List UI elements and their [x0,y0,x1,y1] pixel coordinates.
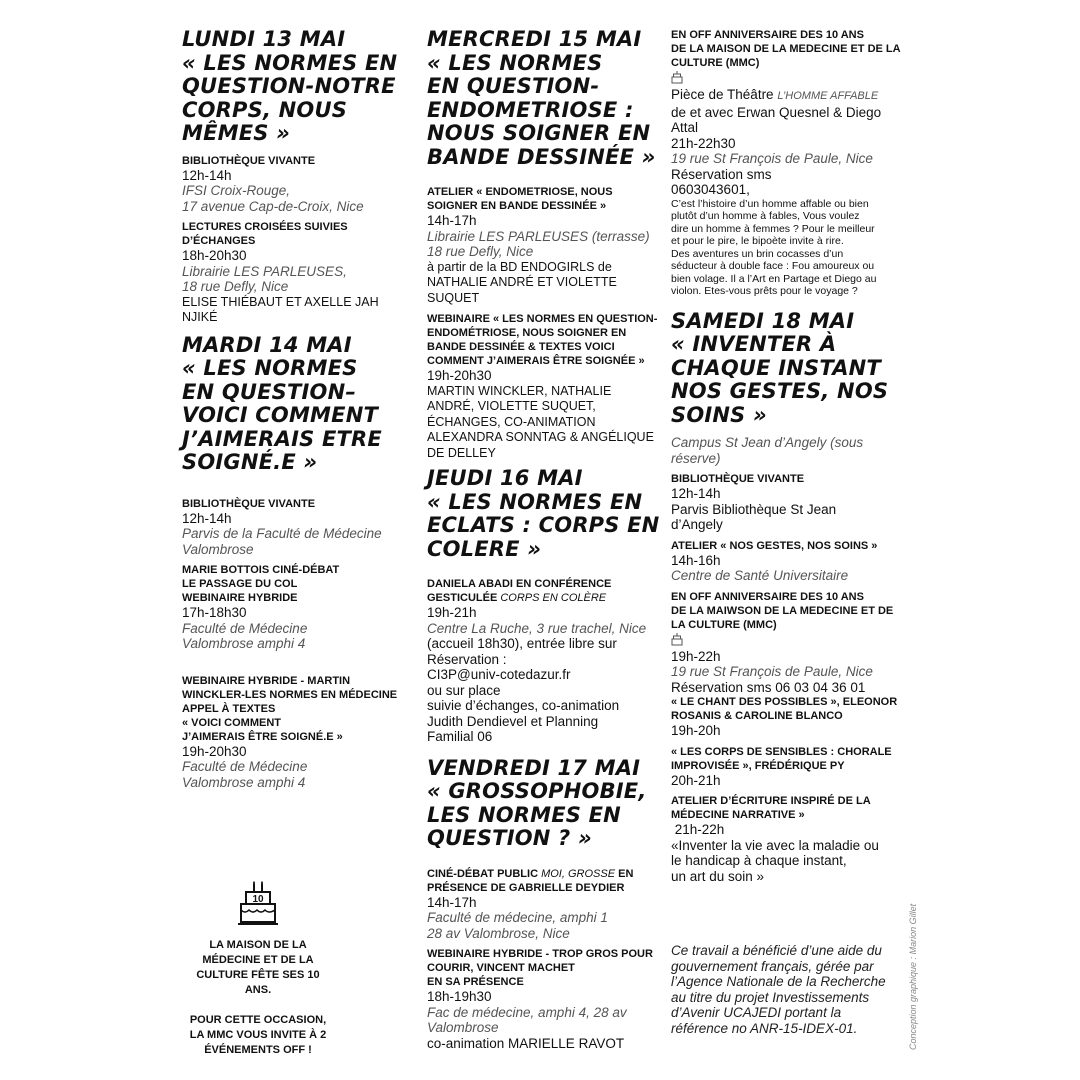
cake-icon [671,632,903,649]
event-item [671,745,903,789]
play-title: L’HOMME AFFABLE [777,90,879,102]
credit-line: référence no ANR-15-IDEX-01. [671,1020,858,1036]
wednesday-heading [427,28,659,169]
event-info: Judith Dendievel et Planning [427,713,599,729]
theme-line: « LES NORMES [427,50,603,75]
event-guests: NATHALIE ANDRÉ ET VIOLETTE [427,275,617,289]
description-line: violon. Etes-vous prêts pour le voyage ? [671,285,858,297]
event-info: ou sur place [427,682,501,698]
event-title [427,577,659,605]
event-place: Parvis Bibliothèque St Jean [671,501,837,517]
event-time: 19h-20h30 [427,368,492,383]
event-place: Campus St Jean d’Angely (sous [671,435,864,450]
event-place: Valombrose amphi 4 [182,636,306,651]
event-title: ATELIER « NOS GESTES, NOS SOINS » [671,539,878,552]
event-title: DE LA MAIWSON DE LA MEDECINE ET DE [671,604,894,617]
event-title: EN SA PRÉSENCE [427,976,524,988]
event-time: 17h-18h30 [182,605,247,620]
tuesday-heading [182,334,414,475]
event-title: MARIE BOTTOIS CINÉ-DÉBAT [182,564,340,576]
description-line: C’est l’histoire d’un homme affable ou bien [671,197,869,210]
sub-event-title: « LE CHANT DES POSSIBLES », ELEONOR [671,696,898,708]
quote-line: le handicap à chaque instant, [671,853,847,868]
event-info: suivie d’échanges, co-animation [427,698,620,713]
design-credit: Conception graphique : Marion Gillet [908,903,918,1050]
event-place: 17 avenue Cap-de-Croix, Nice [182,198,364,214]
event-time: 14h-17h [427,894,477,910]
friday-heading [427,757,659,851]
credit-line: Ce travail a bénéficié d’une aide du [671,943,882,958]
event-item [427,867,659,942]
reservation: Réservation sms 06 03 04 36 01 [671,679,866,695]
off-event-evening [671,590,903,739]
event-place: 18 rue Defly, Nice [182,279,289,294]
column-2 [427,28,659,1057]
theme-line: « LES NORMES EN [427,489,643,514]
theme-line: LES NORMES EN [427,802,621,827]
description-line: séducteur à double face : Fou amoureux ou [671,260,875,272]
day-title: JEUDI 16 MAI [427,466,583,490]
sub-event-title: IMPROVISÉE », FRÉDÉRIQUE PY [671,759,845,772]
credit-line: d’Avenir UCAJEDI portant la [671,1005,842,1020]
event-guests: ALEXANDRA SONNTAG & ANGÉLIQUE [427,430,654,444]
description-line: dire un homme à femmes ? Pour le meilleur [671,222,875,235]
event-place: Faculté de Médecine [182,620,308,636]
description-line: plutôt d’un homme à fables, Vous voulez [671,210,860,222]
off-event-theatre [671,28,903,298]
event-type: Pièce de Théâtre [671,87,774,102]
theme-line: MÊMES » [182,121,290,145]
sub-event-title: ROSANIS & CAROLINE BLANCO [671,710,843,722]
theme-line: « LES NORMES EN [182,50,398,75]
event-title: COURIR, VINCENT MACHET [427,962,575,974]
event-item [182,220,414,326]
notice-line: LA MMC VOUS INVITE À 2 [189,1029,327,1041]
theme-line: « GROSSOPHOBIE, [427,779,647,803]
reservation-email[interactable]: CI3P@univ-cotedazur.fr [427,667,571,682]
event-info: (accueil 18h30), entrée libre sur [427,636,617,651]
event-place: 19 rue St François de Paule, Nice [671,151,873,166]
event-place: d’Angely [671,517,723,532]
event-title: EN OFF ANNIVERSAIRE DES 10 ANS [671,590,864,603]
event-place: Fac de médecine, amphi 4, 28 av [427,1004,627,1020]
theme-line: CORPS, NOUS [182,97,348,122]
event-title: WEBINAIRE HYBRIDE - TROP GROS POUR [427,948,653,960]
event-title: CULTURE (MMC) [671,57,760,69]
event-place: 28 av Valombrose, Nice [427,925,570,941]
notice-line: LA MAISON DE LA [209,939,307,951]
theme-line: VOICI COMMENT [182,403,378,427]
event-title: « VOICI COMMENT [182,716,282,729]
show-title: CORPS EN COLÈRE [500,592,607,604]
theme-line: SOINS » [671,402,767,427]
theme-line: SOIGNÉ.E » [182,450,318,474]
event-title-text: CINÉ-DÉBAT PUBLIC [427,867,539,880]
theme-line: « INVENTER À [671,332,837,356]
event-time: 19h-20h [671,723,721,738]
event-item [427,947,659,1051]
event-info: Familial 06 [427,729,493,744]
event-title: WEBINAIRE HYBRIDE - MARTIN [182,674,351,687]
event-time: 21h-22h [671,822,725,837]
theme-line: ECLATS : CORPS EN [427,513,660,537]
event-place: Librairie LES PARLEUSES, [182,263,347,279]
phone-number: 0603043601, [671,182,750,197]
event-time: 18h-19h30 [427,989,492,1004]
event-info: Réservation : [427,651,507,667]
day-title: LUNDI 13 MAI [182,27,346,51]
theme-line: CHAQUE INSTANT [671,355,881,380]
anniversary-notice [182,880,334,1058]
event-item [182,497,414,558]
day-title: MERCREDI 15 MAI [427,27,642,51]
theme-line: NOS GESTES, NOS [671,379,889,403]
event-place: réserve) [671,450,721,466]
day-title: SAMEDI 18 MAI [671,308,855,333]
credit-line: l’Agence Nationale de la Recherche [671,974,886,989]
event-title: BIBLIOTHÈQUE VIVANTE [671,473,805,485]
credit-line: gouvernement français, gérée par [671,958,874,974]
event-title: WEBINAIRE HYBRIDE [182,592,298,604]
description-line: et pour le pire, le bipoète invite à rire. [671,235,844,247]
day-title: VENDREDI 17 MAI [427,755,641,780]
notice-line: ÉVÉNEMENTS OFF ! [204,1044,312,1056]
event-title-text: EN PRÉSENCE DE GABRIELLE DEYDIER [427,867,634,894]
event-place: Centre La Ruche, 3 rue trachel, Nice [427,620,647,636]
event-item [427,185,659,306]
event-guests: co-animation MARIELLE RAVOT [427,1035,625,1051]
notice-line: CULTURE FÊTE SES 10 ANS. [196,969,320,996]
cake-number: 10 [252,894,264,905]
event-place: Faculté de Médecine [182,759,308,774]
thursday-heading [427,467,659,561]
event-guests: ELISE THIÉBAUT ET AXELLE JAH NJIKÉ [182,294,379,324]
event-guests: SUQUET [427,290,480,305]
notice-line: MÉDECINE ET DE LA [202,954,314,966]
event-title: BIBLIOTHÈQUE VIVANTE [182,497,316,510]
column-3 [671,28,903,890]
theme-line: QUESTION ? » [427,826,592,850]
event-title: APPEL À TEXTES [182,702,276,715]
event-title: WINCKLER-LES NORMES EN MÉDECINE [182,688,398,701]
event-title: EN OFF ANNIVERSAIRE DES 10 ANS [671,29,864,41]
event-guests: MARTIN WINCKLER, NATHALIE [427,383,612,398]
event-item [671,539,903,584]
event-item [671,472,903,533]
event-time: 12h-14h [182,510,232,526]
quote-line: «Inventer la vie avec la maladie ou [671,837,879,853]
event-item [427,577,659,745]
film-title: MOI, GROSSE [541,867,616,880]
event-info: Attal [671,120,699,135]
event-place: Valombrose [182,541,254,557]
event-title [427,867,659,895]
event-place: Parvis de la Faculté de Médecine [182,526,382,541]
theme-line: EN QUESTION– [182,379,357,404]
cake-icon [671,70,903,87]
saturday-heading [671,310,903,428]
reservation: Réservation sms [671,166,772,182]
event-time: 21h-22h30 [671,135,736,151]
event-info [671,87,903,105]
event-title: DE LA MAISON DE LA MEDECINE ET DE LA [671,43,901,55]
theme-line: J’AIMERAIS ETRE [182,426,382,451]
column-1 [182,28,414,796]
theme-line: « LES NORMES [182,356,358,380]
theme-line: NOUS SOIGNER EN [427,121,651,145]
event-place: Librairie LES PARLEUSES (terrasse) [427,228,650,244]
sub-event-title: MÉDECINE NARRATIVE » [671,809,805,821]
event-title: LE PASSAGE DU COL [182,578,298,590]
event-time: 19h-22h [671,648,721,664]
event-time: 12h-14h [671,486,721,501]
event-time: 14h-16h [671,552,721,568]
event-item [671,794,903,884]
event-place: Valombrose amphi 4 [182,774,306,790]
theme-line: EN QUESTION- [427,74,600,98]
event-title: WEBINAIRE « LES NORMES EN QUESTION-ENDOMÉTRIOSE, NOUS SOIGNER EN BANDE DESSINÉE & TEXTES VOICI COMMENT J’AIMERAIS ÊTRE SOIGNÉE » [427,313,658,367]
credit-line: au titre du projet Investissements [671,989,870,1005]
event-time: 18h-20h30 [182,248,247,263]
event-title: LECTURES CROISÉES SUIVIES D’ÉCHANGES [182,221,348,247]
theme-line: COLERE » [427,536,542,561]
event-guests: ANDRÉ, VIOLETTE SUQUET, [427,399,596,413]
event-item [182,154,414,215]
description-line: Des aventures un brin cocasses d’un [671,247,844,260]
event-guests: à partir de la BD ENDOGIRLS de [427,259,612,274]
event-title-text: DANIELA ABADI EN CONFÉRENCE GESTICULÉE [427,578,612,604]
event-place: Faculté de médecine, amphi 1 [427,910,608,925]
event-time: 19h-21h [427,605,477,620]
event-item [427,312,659,461]
cake-icon [238,880,278,928]
event-time: 12h-14h [182,167,232,183]
monday-heading [182,28,414,146]
event-guests: DE DELLEY [427,445,496,460]
event-time: 19h-20h30 [182,743,247,759]
quote-line: un art du soin » [671,868,765,884]
theme-line: BANDE DESSINÉE » [427,144,656,169]
event-place: IFSI Croix-Rouge, [182,183,291,198]
event-info: de et avec Erwan Quesnel & Diego [671,104,882,120]
event-item [182,674,414,791]
event-time: 14h-17h [427,213,477,228]
event-title: J’AIMERAIS ÊTRE SOIGNÉ.E » [182,730,343,743]
event-title: LA CULTURE (MMC) [671,618,777,631]
event-time: 20h-21h [671,772,721,788]
event-place: 19 rue St François de Paule, Nice [671,664,873,679]
funding-credit [671,943,903,1036]
event-item [182,563,414,652]
event-place: Valombrose [427,1020,499,1035]
event-place: 18 rue Defly, Nice [427,244,534,259]
notice-line: POUR CETTE OCCASION, [189,1014,327,1026]
campus-note [671,435,903,466]
event-title: BIBLIOTHÈQUE VIVANTE [182,154,316,167]
theme-line: ENDOMETRIOSE : [427,97,634,122]
event-place: Centre de Santé Universitaire [671,568,849,583]
sub-event-title: ATELIER D’ÉCRITURE INSPIRÉ DE LA [671,795,871,807]
theme-line: QUESTION-NOTRE [182,74,396,98]
event-title: ATELIER « ENDOMETRIOSE, NOUS SOIGNER EN BANDE DESSINÉE » [427,186,613,212]
sub-event-title: « LES CORPS DE SENSIBLES : CHORALE [671,745,892,758]
event-guests: ÉCHANGES, CO-ANIMATION [427,414,596,429]
day-title: MARDI 14 MAI [182,332,352,357]
description-line: bien volage. Il a l’Art en Partage et Diego au [671,272,877,285]
